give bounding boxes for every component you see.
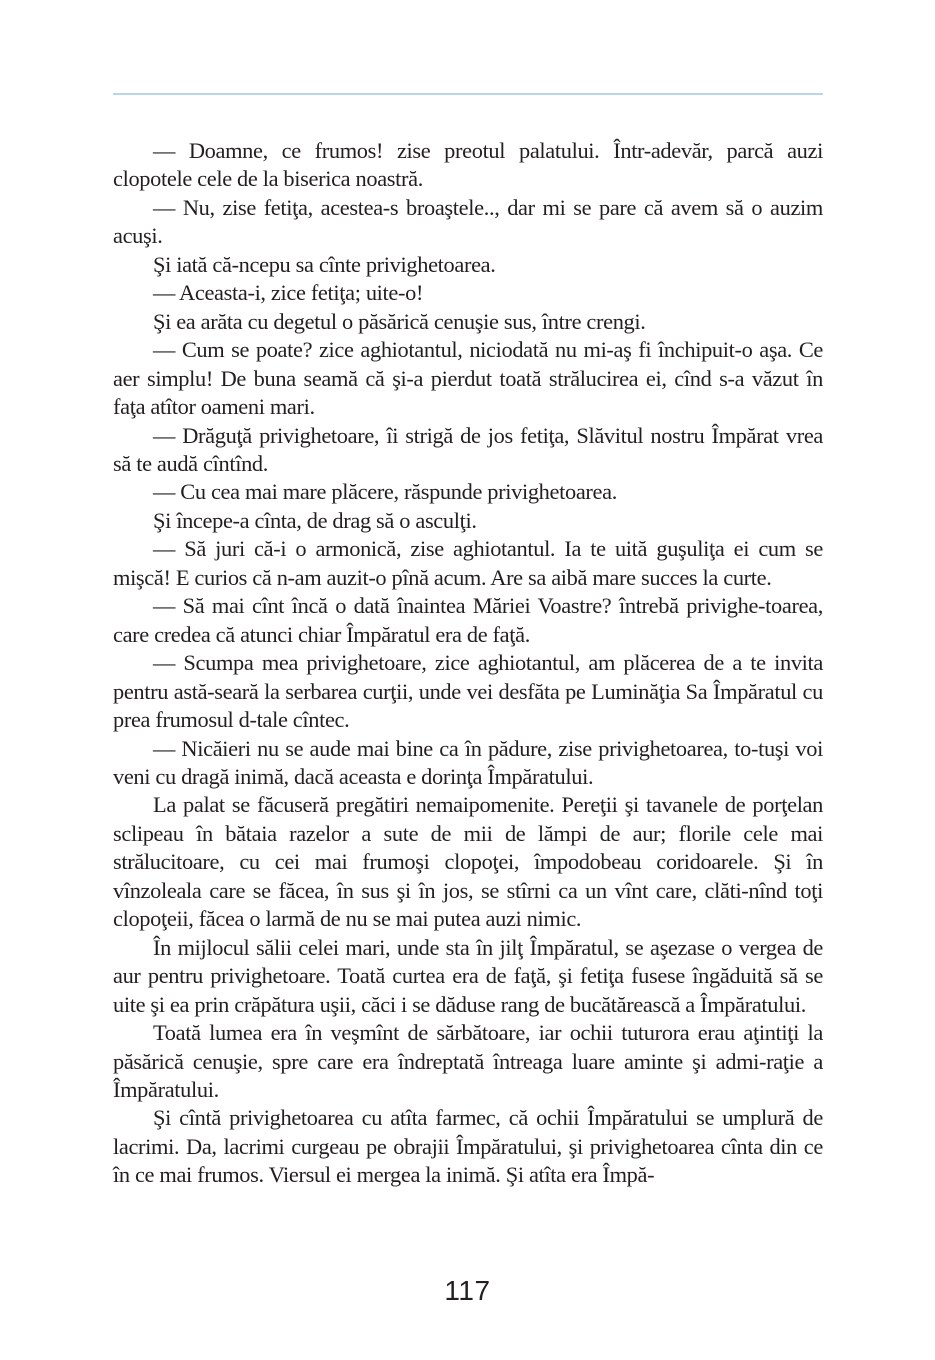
- paragraph: Toată lumea era în veşmînt de sărbătoare, iar ochii tuturora erau aţintiţi la păsărică cenuşie, spre care era îndreptată întreaga luare aminte şi admi-raţie a Împăratului.: [113, 1020, 823, 1102]
- paragraph: Şi iată că-ncepu sa cînte privighetoarea.: [153, 251, 496, 277]
- paragraph: În mijlocul sălii celei mari, unde sta în jilţ Împăratul, se aşezase o vergea de aur pentru privighetoare. Toată curtea era de faţă, şi fetiţa fusese îngăduită să se uite şi ea prin crăpătura uşii, căci i se dăduse rang de bucătărească a Împăratului.: [113, 934, 823, 1017]
- body-text: [113, 137, 823, 1190]
- paragraph: Şi ea arăta cu degetul o păsărică cenuşie sus, între crengi.: [153, 308, 646, 334]
- paragraph: — Nicăieri nu se aude mai bine ca în pădure, zise privighetoarea, to-tuşi voi veni cu dragă inimă, dacă aceasta e dorinţa Împăratului.: [113, 735, 823, 789]
- paragraph: — Doamne, ce frumos! zise preotul palatului. Într-adevăr, parcă auzi clopotele cele de la biserica noastră.: [113, 138, 823, 192]
- paragraph: — Să juri că-i o armonică, zise aghiotantul. Ia te uită guşuliţa ei cum se mişcă! E curios că n-am auzit-o pînă acum. Are sa aibă mare succes la curte.: [113, 536, 823, 590]
- paragraph: La palat se făcuseră pregătiri nemaipomenite. Pereţii şi tavanele de porţelan sclipeau în bătaia razelor a sute de mii de lămpi de aur; florile cele mai strălucitoare, cu cei mai frumoşi clopoţei, împodobeau coridoarele. Şi în vînzoleala care se făcea, în sus şi în jos, se stîrni ca un vînt care, clăti-nînd toţi clopoţeii, făcea o larmă de nu se mai putea auzi nimic.: [113, 792, 823, 932]
- paragraph: — Cu cea mai mare plăcere, răspunde privighetoarea.: [153, 479, 617, 505]
- paragraph: — Să mai cînt încă o dată înaintea Măriei Voastre? întrebă privighe-toarea, care credea că atunci chiar Împăratul era de faţă.: [113, 593, 823, 647]
- header-rule: [113, 93, 823, 95]
- paragraph: — Scumpa mea privighetoare, zice aghiotantul, am plăcerea de a te invita pentru astă-seară la serbarea curţii, unde vei desfăta pe Luminăţia Sa Împăratul cu prea frumosul d-tale cîntec.: [113, 650, 823, 733]
- paragraph: — Aceasta-i, zice fetiţa; uite-o!: [153, 280, 424, 306]
- paragraph: Şi cîntă privighetoarea cu atîta farmec, că ochii Împăratului se umplură de lacrimi. Da, lacrimi curgeau pe obrajii Împăratului, şi privighetoarea cînta din ce în ce mai frumos. Viersul ei mergea la inimă. Şi atîta era Împă-: [113, 1105, 823, 1188]
- paragraph: Şi începe-a cînta, de drag să o asculţi.: [153, 507, 477, 533]
- page-number: 117: [444, 1275, 491, 1306]
- paragraph: — Cum se poate? zice aghiotantul, niciodată nu mi-aş fi închipuit-o aşa. Ce aer simplu! De buna seamă că şi-a pierdut toată strălucirea ei, cînd s-a văzut în faţa atîtor oameni mari.: [113, 337, 823, 420]
- paragraph: — Drăguţă privighetoare, îi strigă de jos fetiţa, Slăvitul nostru Împărat vrea să te audă cîntînd.: [113, 422, 823, 476]
- paragraph: — Nu, zise fetiţa, acestea-s broaştele.., dar mi se pare că avem să o auzim acuşi.: [113, 194, 823, 249]
